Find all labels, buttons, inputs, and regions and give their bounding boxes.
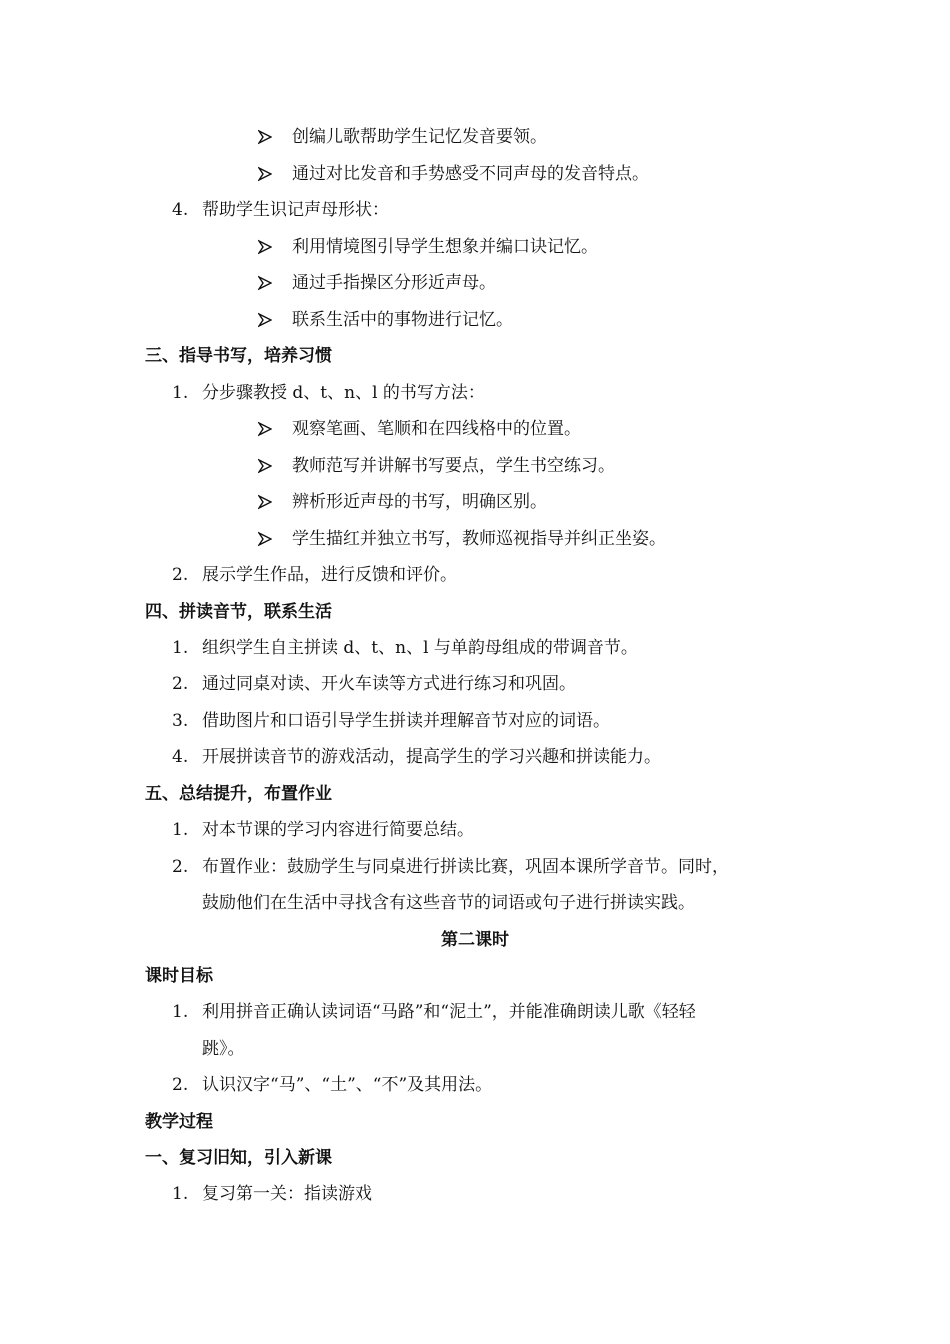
- section-heading: 一、复习旧知，引入新课: [145, 1148, 332, 1168]
- list-item: 通过同桌对读、开火车读等方式进行练习和巩固。: [202, 674, 576, 694]
- list-number: 1.: [172, 383, 189, 403]
- list-item: 帮助学生识记声母形状：: [202, 200, 389, 220]
- list-item: 创编儿歌帮助学生记忆发音要领。: [292, 127, 547, 147]
- list-item: 利用情境图引导学生想象并编口诀记忆。: [292, 237, 598, 257]
- section-heading: 教学过程: [145, 1112, 213, 1132]
- list-number: 3.: [172, 711, 189, 731]
- list-item: 观察笔画、笔顺和在四线格中的位置。: [292, 419, 581, 439]
- list-item: 辨析形近声母的书写，明确区别。: [292, 492, 547, 512]
- list-item: 通过手指操区分形近声母。: [292, 273, 496, 293]
- bullet-arrow-icon: [258, 236, 272, 258]
- list-item: 开展拼读音节的游戏活动，提高学生的学习兴趣和拼读能力。: [202, 747, 661, 767]
- list-number: 1.: [172, 1002, 189, 1022]
- list-number: 1.: [172, 638, 189, 658]
- bullet-arrow-icon: [258, 163, 272, 185]
- list-number: 4.: [172, 200, 189, 220]
- list-item-continuation: 鼓励他们在生活中寻找含有这些音节的词语或句子进行拼读实践。: [202, 893, 695, 913]
- section-heading: 课时目标: [145, 966, 213, 986]
- list-item: 学生描红并独立书写，教师巡视指导并纠正坐姿。: [292, 529, 666, 549]
- list-item-continuation: 跳》。: [202, 1039, 245, 1059]
- list-item: 认识汉字“马”、“土”、“不”及其用法。: [202, 1075, 493, 1095]
- bullet-arrow-icon: [258, 455, 272, 477]
- list-item: 复习第一关：指读游戏: [202, 1184, 372, 1204]
- list-number: 2.: [172, 565, 189, 585]
- section-heading: 四、拼读音节，联系生活: [145, 602, 332, 622]
- list-number: 2.: [172, 1075, 189, 1095]
- list-number: 1.: [172, 1184, 189, 1204]
- bullet-arrow-icon: [258, 491, 272, 513]
- lesson-title: 第二课时: [441, 930, 509, 950]
- bullet-arrow-icon: [258, 528, 272, 550]
- list-number: 4.: [172, 747, 189, 767]
- list-item: 通过对比发音和手势感受不同声母的发音特点。: [292, 164, 649, 184]
- bullet-arrow-icon: [258, 418, 272, 440]
- list-item: 教师范写并讲解书写要点，学生书空练习。: [292, 456, 615, 476]
- list-number: 1.: [172, 820, 189, 840]
- list-item: 对本节课的学习内容进行简要总结。: [202, 820, 474, 840]
- list-item: 联系生活中的事物进行记忆。: [292, 310, 513, 330]
- section-heading: 五、总结提升，布置作业: [145, 784, 332, 804]
- list-number: 2.: [172, 674, 189, 694]
- bullet-arrow-icon: [258, 272, 272, 294]
- list-item: 组织学生自主拼读 d、t、n、l 与单韵母组成的带调音节。: [202, 638, 638, 658]
- list-item: 借助图片和口语引导学生拼读并理解音节对应的词语。: [202, 711, 610, 731]
- list-number: 2.: [172, 857, 189, 877]
- list-item: 利用拼音正确认读词语“马路”和“泥土”，并能准确朗读儿歌《轻轻: [202, 1002, 696, 1022]
- list-item: 展示学生作品，进行反馈和评价。: [202, 565, 457, 585]
- list-item: 分步骤教授 d、t、n、l 的书写方法：: [202, 383, 485, 403]
- bullet-arrow-icon: [258, 126, 272, 148]
- bullet-arrow-icon: [258, 309, 272, 331]
- section-heading: 三、指导书写，培养习惯: [145, 346, 332, 366]
- list-item: 布置作业：鼓励学生与同桌进行拼读比赛，巩固本课所学音节。同时，: [202, 857, 729, 877]
